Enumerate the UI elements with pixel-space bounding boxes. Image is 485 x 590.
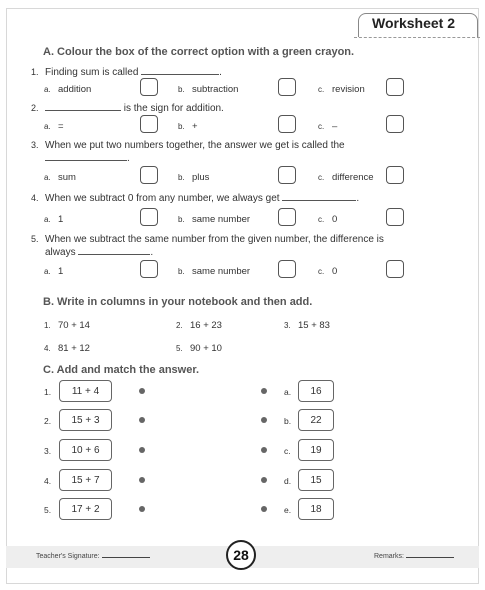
section-c-title: C. Add and match the answer.	[43, 364, 200, 376]
checkbox-2b[interactable]	[278, 115, 296, 133]
match-answer-d: 15	[298, 469, 334, 491]
match-row-number: 3.	[44, 446, 52, 456]
match-dot-left-5[interactable]	[139, 506, 145, 512]
answer-blank[interactable]	[282, 192, 356, 201]
option-3b: b. plus	[178, 172, 210, 183]
match-dot-left-4[interactable]	[139, 477, 145, 483]
addition-item-5: 5. 90 + 10	[176, 343, 222, 354]
answer-blank[interactable]	[141, 66, 219, 75]
match-letter-a: a.	[284, 387, 292, 397]
option-2a: a. =	[44, 121, 64, 132]
answer-blank[interactable]	[45, 152, 127, 161]
checkbox-5c[interactable]	[386, 260, 404, 278]
match-dot-right-e[interactable]	[261, 506, 267, 512]
checkbox-3b[interactable]	[278, 166, 296, 184]
match-dot-left-2[interactable]	[139, 417, 145, 423]
checkbox-1b[interactable]	[278, 78, 296, 96]
checkbox-1a[interactable]	[140, 78, 158, 96]
option-1b: b. subtraction	[178, 84, 239, 95]
teacher-signature: Teacher's Signature:	[36, 553, 150, 560]
option-3a: a. sum	[44, 172, 76, 183]
remarks-line[interactable]	[406, 557, 454, 558]
option-5a: a. 1	[44, 266, 64, 277]
option-4b: b. same number	[178, 214, 251, 225]
addition-item-1: 1. 70 + 14	[44, 320, 90, 331]
match-letter-d: d.	[284, 476, 292, 486]
question-3: 3. When we put two numbers together, the answer we get is called the	[31, 140, 345, 151]
question-4: 4. When we subtract 0 from any number, we always get .	[31, 193, 360, 204]
match-dot-right-b[interactable]	[261, 417, 267, 423]
match-answer-c: 19	[298, 439, 334, 461]
match-answer-e: 18	[298, 498, 334, 520]
checkbox-5b[interactable]	[278, 260, 296, 278]
question-5-line-2: always .	[45, 247, 154, 258]
match-row-number: 5.	[44, 505, 52, 515]
option-3c: c. difference	[318, 172, 374, 183]
option-5b: b. same number	[178, 266, 251, 277]
section-b-title: B. Write in columns in your notebook and then add.	[43, 296, 313, 308]
match-dot-right-a[interactable]	[261, 388, 267, 394]
option-2c: c. –	[318, 121, 338, 132]
question-3-blank-line: .	[45, 152, 130, 164]
match-dot-right-c[interactable]	[261, 447, 267, 453]
option-1c: c. revision	[318, 84, 365, 95]
worksheet-title: Worksheet 2	[372, 15, 455, 31]
addition-item-2: 2. 16 + 23	[176, 320, 222, 331]
match-answer-b: 22	[298, 409, 334, 431]
answer-blank[interactable]	[45, 102, 121, 111]
match-expression-5: 17 + 2	[59, 498, 112, 520]
match-row-number: 1.	[44, 387, 52, 397]
match-expression-1: 11 + 4	[59, 380, 112, 402]
match-expression-2: 15 + 3	[59, 409, 112, 431]
match-expression-4: 15 + 7	[59, 469, 112, 491]
answer-blank[interactable]	[78, 246, 150, 255]
option-4a: a. 1	[44, 214, 64, 225]
checkbox-4a[interactable]	[140, 208, 158, 226]
match-row-number: 4.	[44, 476, 52, 486]
option-5c: c. 0	[318, 266, 338, 277]
checkbox-2a[interactable]	[140, 115, 158, 133]
section-a-title: A. Colour the box of the correct option with a green crayon.	[43, 46, 355, 58]
checkbox-5a[interactable]	[140, 260, 158, 278]
option-1a: a. addition	[44, 84, 92, 95]
question-2: 2. is the sign for addition.	[31, 103, 224, 114]
checkbox-4c[interactable]	[386, 208, 404, 226]
match-dot-left-3[interactable]	[139, 447, 145, 453]
match-row-number: 2.	[44, 416, 52, 426]
match-dot-left-1[interactable]	[139, 388, 145, 394]
checkbox-3c[interactable]	[386, 166, 404, 184]
option-2b: b. +	[178, 121, 198, 132]
match-letter-c: c.	[284, 446, 291, 456]
question-5: 5. When we subtract the same number from the given number, the difference is	[31, 234, 384, 245]
match-expression-3: 10 + 6	[59, 439, 112, 461]
checkbox-2c[interactable]	[386, 115, 404, 133]
checkbox-1c[interactable]	[386, 78, 404, 96]
match-letter-e: e.	[284, 505, 292, 515]
match-answer-a: 16	[298, 380, 334, 402]
match-dot-right-d[interactable]	[261, 477, 267, 483]
signature-line[interactable]	[102, 557, 150, 558]
match-letter-b: b.	[284, 416, 292, 426]
checkbox-4b[interactable]	[278, 208, 296, 226]
checkbox-3a[interactable]	[140, 166, 158, 184]
option-4c: c. 0	[318, 214, 338, 225]
addition-item-3: 3. 15 + 83	[284, 320, 330, 331]
question-1: 1. Finding sum is called .	[31, 67, 222, 78]
addition-item-4: 4. 81 + 12	[44, 343, 90, 354]
tab-dashed-line	[354, 37, 480, 38]
page-number: 28	[226, 540, 256, 570]
remarks: Remarks:	[374, 553, 454, 560]
